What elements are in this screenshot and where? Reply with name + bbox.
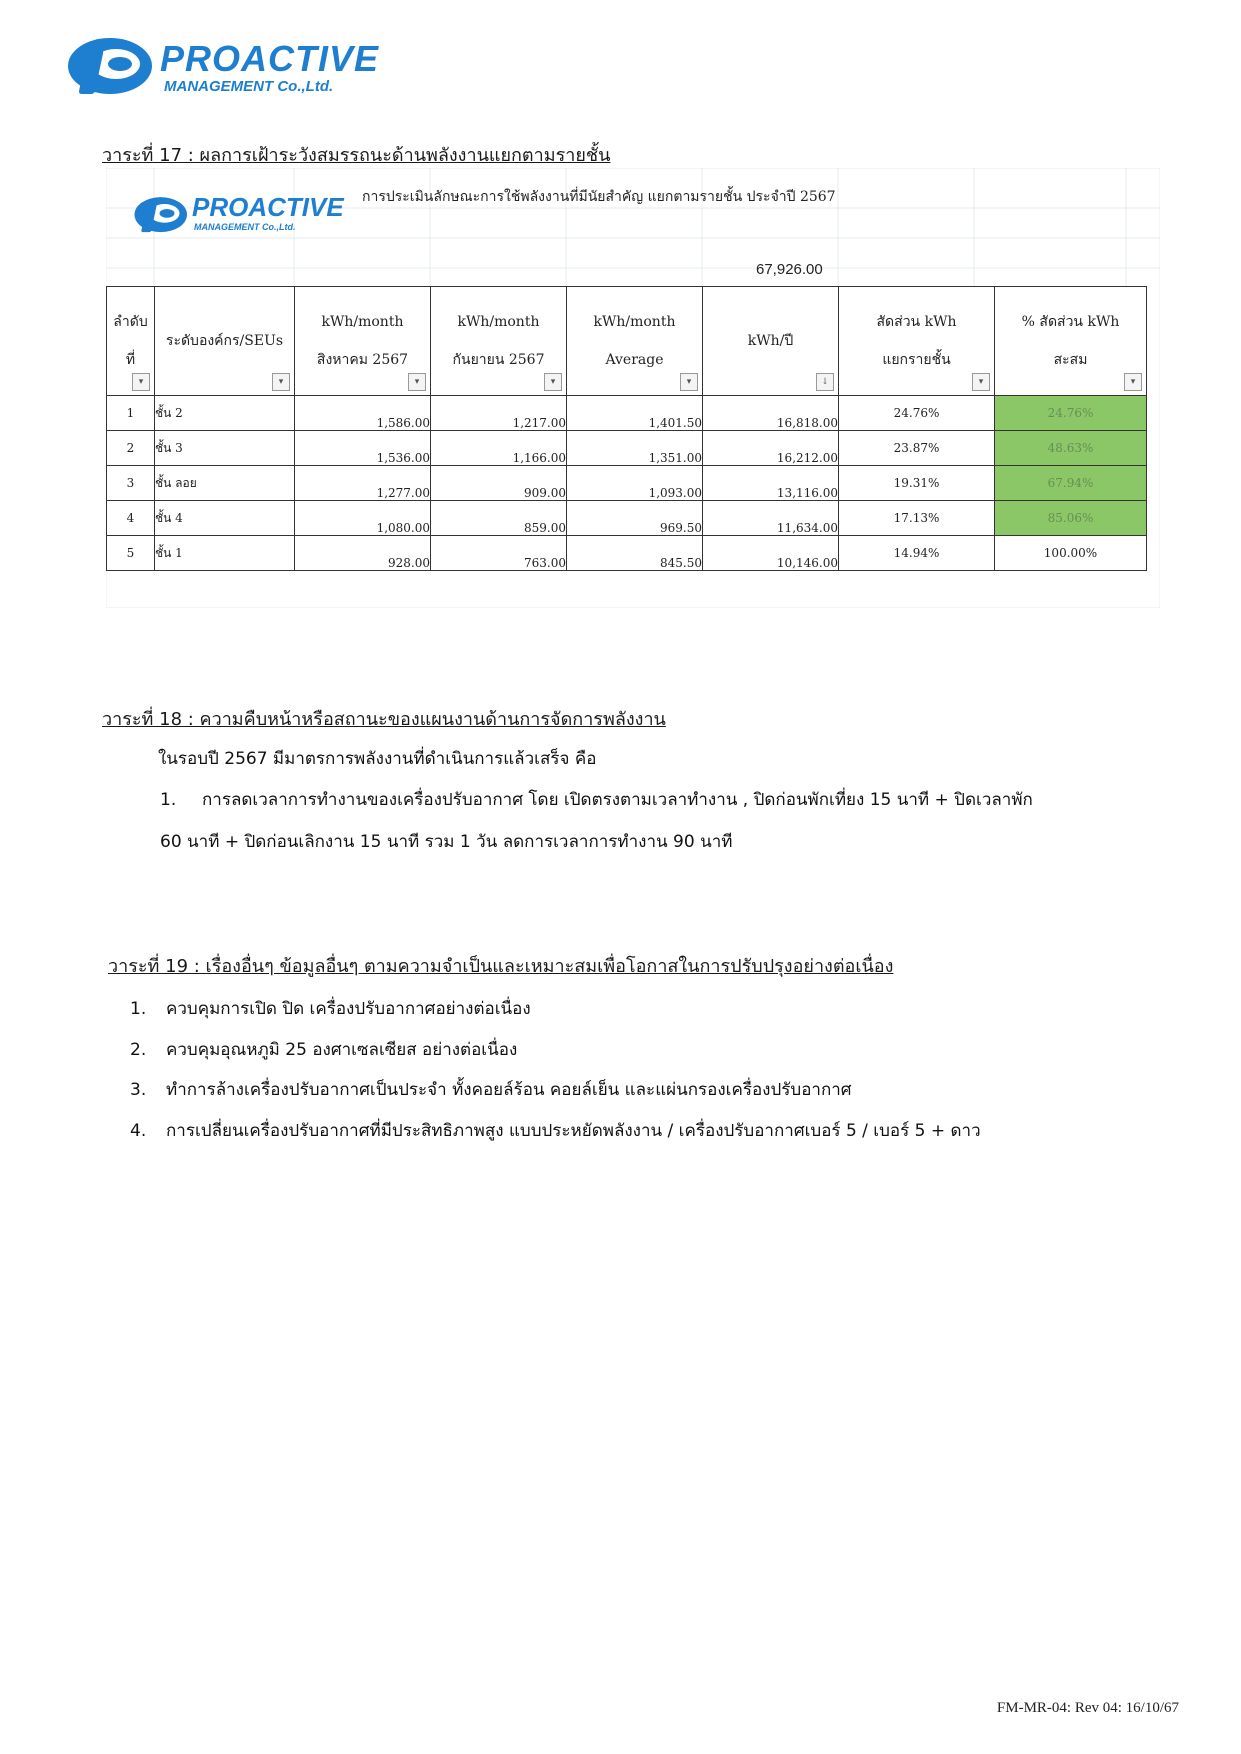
cell-floor: ชั้น 3: [155, 431, 295, 466]
table-total: 67,926.00: [756, 261, 823, 278]
section-19-heading: วาระที่ 19 : เรื่องอื่นๆ ข้อมูลอื่นๆ ตามความจำเป็นและเหมาะสมเพื่อโอกาสในการปรับปรุงอย่างต่อเนื่อง: [108, 956, 894, 977]
header-avg-l1: kWh/month: [593, 314, 676, 330]
filter-dropdown-icon[interactable]: ▾: [680, 373, 698, 391]
energy-by-floor-table: [106, 286, 1147, 571]
filter-dropdown-icon[interactable]: ▾: [1124, 373, 1142, 391]
table-logo: [132, 190, 344, 240]
list-item-text: ควบคุมอุณหภูมิ 25 องศาเซลเซียส อย่างต่อเนื่อง: [166, 1040, 518, 1060]
header-share-l2: แยกรายชั้น: [882, 352, 951, 368]
filter-dropdown-icon[interactable]: ▾: [544, 373, 562, 391]
list-item-num: 1.: [130, 999, 147, 1019]
header-sep: [431, 287, 567, 396]
cell-year: 13,116.00: [703, 466, 839, 501]
cell-floor: ชั้น 4: [155, 501, 295, 536]
table-logo-brand: PROACTIVE: [192, 192, 344, 222]
filter-dropdown-icon[interactable]: ▾: [408, 373, 426, 391]
logo-mark-icon: [64, 30, 160, 100]
header-avg-l2: Average: [605, 352, 664, 368]
table-row: [107, 501, 1147, 536]
cell-sep: 1,217.00: [431, 396, 567, 431]
filter-dropdown-icon[interactable]: ▾: [132, 373, 150, 391]
header-seu-l1: ระดับองค์กร/SEUs: [165, 333, 284, 349]
cell-avg: 1,093.00: [567, 466, 703, 501]
cell-year: 10,146.00: [703, 536, 839, 571]
cell-share: 24.76%: [839, 396, 995, 431]
header-index-l1: ลำดับ: [113, 314, 148, 330]
header-aug-l2: สิงหาคม 2567: [316, 352, 409, 368]
table-row: [107, 431, 1147, 466]
section-17-heading: วาระที่ 17 : ผลการเฝ้าระวังสมรรถนะด้านพลังงานแยกตามรายชั้น: [102, 145, 611, 166]
logo-sub-text: MANAGEMENT Co.,Ltd.: [164, 78, 334, 95]
cell-share: 23.87%: [839, 431, 995, 466]
header-share: [839, 287, 995, 396]
cell-sep: 909.00: [431, 466, 567, 501]
cell-aug: 928.00: [295, 536, 431, 571]
cell-index: 3: [107, 466, 155, 501]
list-item: [130, 1036, 517, 1063]
cell-avg: 1,351.00: [567, 431, 703, 466]
list-item-text: ทำการล้างเครื่องปรับอากาศเป็นประจำ ทั้งคอยล์ร้อน คอยล์เย็น และแผ่นกรองเครื่องปรับอากาศ: [166, 1080, 852, 1100]
cell-index: 2: [107, 431, 155, 466]
header-index-l2: ที่: [125, 352, 136, 368]
header-year-l1: kWh/ปี: [747, 333, 794, 349]
header-share-l1: สัดส่วน kWh: [876, 314, 957, 330]
list-item-num: 3.: [130, 1080, 147, 1100]
filter-dropdown-icon[interactable]: ▾: [272, 373, 290, 391]
cell-aug: 1,080.00: [295, 501, 431, 536]
header-sep-l1: kWh/month: [457, 314, 540, 330]
table-header-row: [107, 287, 1147, 396]
cell-floor: ชั้น 2: [155, 396, 295, 431]
list-item-text: การเปลี่ยนเครื่องปรับอากาศที่มีประสิทธิภาพสูง แบบประหยัดพลังงาน / เครื่องปรับอากาศเบอร์ 5 / เบอร์ 5 + ดาว: [166, 1121, 981, 1141]
cell-cumulative: 85.06%: [995, 501, 1147, 536]
cell-floor: ชั้น 1: [155, 536, 295, 571]
cell-share: 17.13%: [839, 501, 995, 536]
table-logo-mark-icon: [132, 190, 192, 238]
filter-dropdown-icon[interactable]: ▾: [972, 373, 990, 391]
logo-brand-text: PROACTIVE: [160, 38, 380, 79]
cell-aug: 1,277.00: [295, 466, 431, 501]
table-logo-sub: MANAGEMENT Co.,Ltd.: [194, 222, 296, 232]
table-row: [107, 466, 1147, 501]
list-item: [130, 1117, 981, 1144]
sort-descending-icon[interactable]: ↓: [816, 373, 834, 391]
cell-sep: 859.00: [431, 501, 567, 536]
cell-share: 14.94%: [839, 536, 995, 571]
cell-avg: 845.50: [567, 536, 703, 571]
section-18-item-text1: การลดเวลาการทำงานของเครื่องปรับอากาศ โดย เปิดตรงตามเวลาทำงาน , ปิดก่อนพักเที่ยง 15 นาที + ปิดเวลาพัก: [202, 790, 1033, 810]
header-index: [107, 287, 155, 396]
cell-year: 11,634.00: [703, 501, 839, 536]
cell-index: 1: [107, 396, 155, 431]
cell-year: 16,212.00: [703, 431, 839, 466]
table-row: [107, 536, 1147, 571]
list-item: [130, 1076, 852, 1103]
cell-cumulative: 100.00%: [995, 536, 1147, 571]
table-row: [107, 396, 1147, 431]
cell-sep: 763.00: [431, 536, 567, 571]
list-item-num: 2.: [130, 1040, 147, 1060]
cell-floor: ชั้น ลอย: [155, 466, 295, 501]
cell-cumulative: 67.94%: [995, 466, 1147, 501]
cell-cumulative: 24.76%: [995, 396, 1147, 431]
header-cum-l1: % สัดส่วน kWh: [1021, 314, 1120, 330]
header-cumulative: [995, 287, 1147, 396]
section-18-intro: ในรอบปี 2567 มีมาตรการพลังงานที่ดำเนินการแล้วเสร็จ คือ: [158, 749, 597, 769]
list-item-text: ควบคุมการเปิด ปิด เครื่องปรับอากาศอย่างต่อเนื่อง: [166, 999, 531, 1019]
cell-index: 5: [107, 536, 155, 571]
cell-index: 4: [107, 501, 155, 536]
cell-avg: 969.50: [567, 501, 703, 536]
energy-table-block: [106, 168, 1160, 608]
company-logo: [64, 30, 380, 100]
cell-year: 16,818.00: [703, 396, 839, 431]
cell-sep: 1,166.00: [431, 431, 567, 466]
header-sep-l2: กันยายน 2567: [452, 352, 545, 368]
list-item: [130, 995, 531, 1022]
section-18-item-line2: 60 นาที + ปิดก่อนเลิกงาน 15 นาที รวม 1 วัน ลดการเวลาการทำงาน 90 นาที: [160, 832, 733, 852]
header-seu: [155, 287, 295, 396]
cell-aug: 1,536.00: [295, 431, 431, 466]
document-code: FM-MR-04: Rev 04: 16/10/67: [996, 1700, 1179, 1716]
cell-avg: 1,401.50: [567, 396, 703, 431]
header-aug: [295, 287, 431, 396]
header-avg: [567, 287, 703, 396]
header-cum-l2: สะสม: [1053, 352, 1088, 368]
cell-cumulative: 48.63%: [995, 431, 1147, 466]
section-18-item-line1: [160, 786, 1033, 813]
section-18-item-num: 1.: [160, 790, 177, 810]
cell-share: 19.31%: [839, 466, 995, 501]
table-title: การประเมินลักษณะการใช้พลังงานที่มีนัยสำคัญ แยกตามรายชั้น ประจำปี 2567: [362, 189, 836, 205]
header-year: [703, 287, 839, 396]
list-item-num: 4.: [130, 1121, 147, 1141]
section-18-heading: วาระที่ 18 : ความคืบหน้าหรือสถานะของแผนงานด้านการจัดการพลังงาน: [102, 709, 666, 730]
cell-aug: 1,586.00: [295, 396, 431, 431]
header-aug-l1: kWh/month: [321, 314, 404, 330]
